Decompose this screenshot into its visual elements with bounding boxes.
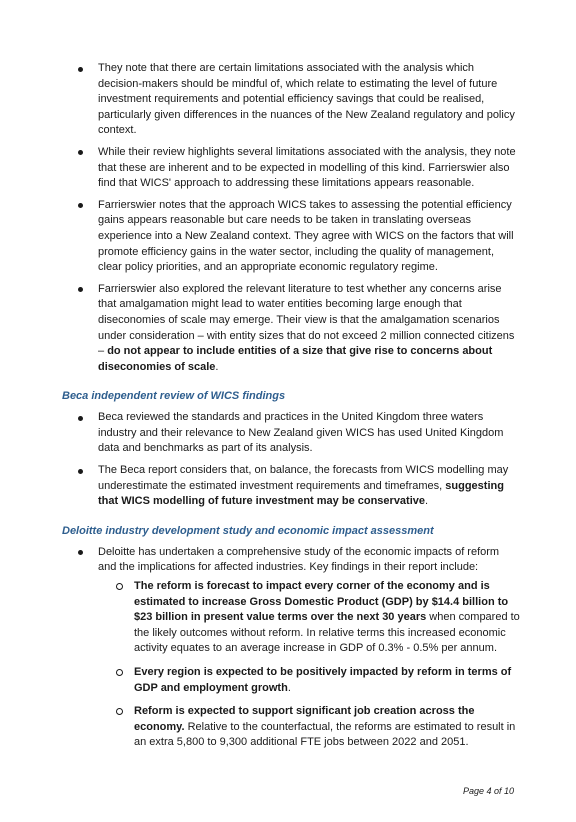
list-item: [62, 198, 520, 276]
bullet-bold-text: suggesting that WICS modelling of future investment may be conservative: [98, 479, 504, 508]
farrierswier-bullet-list: [62, 61, 520, 375]
list-item: [62, 145, 520, 192]
bullet-icon: [78, 550, 83, 555]
bullet-text: Farrierswier notes that the approach WICS takes to assessing the potential efficiency gains appears reasonable but care needs to be taken in translating overseas experience into a New Zealand context. They agree with WICS on the factors that will promote efficiency gains in the water sector, including the quality of management, clear policy priorities, and an appropriate economic regulatory regime.: [98, 198, 514, 274]
list-item: [62, 463, 520, 510]
bullet-text-end: .: [215, 360, 219, 373]
sub-text: when compared to the likely outcomes without reform. In relative terms this increased economic activity equates to an average increase in GDP of 0.3% - 0.5% per annum.: [134, 611, 520, 655]
bullet-icon: [78, 203, 83, 208]
list-item: [62, 61, 520, 139]
bullet-text-end: .: [425, 495, 429, 508]
deloitte-findings-list: [98, 579, 520, 751]
circle-bullet-icon: [116, 669, 123, 676]
bullet-bold-text: do not appear to include entities of a size that give rise to concerns about diseconomies of scale: [98, 345, 493, 373]
bullet-text: While their review highlights several limitations associated with the analysis, they note that these are inherent and to be expected in modelling of this kind. Farrierswier also find that WICS' approach to addressing these limitations appears reasonable.: [98, 145, 516, 190]
sub-list-item: [98, 704, 520, 751]
beca-bullet-list: [62, 410, 520, 510]
sub-bold-text: The reform is forecast to impact every corner of the economy and is estimated to increase Gross Domestic Product (GDP) by $14.4 billion to $23 billion in present value terms over the next 30 years: [134, 580, 509, 624]
sub-bold-text: Every region is expected to be positively impacted by reform in terms of GDP and employment growth: [134, 666, 512, 694]
circle-bullet-icon: [116, 708, 123, 715]
sub-list-item: [98, 665, 520, 696]
list-item: [62, 282, 520, 376]
sub-text: .: [287, 681, 291, 694]
sub-bold-text: Reform is expected to support significant job creation across the economy.: [134, 705, 475, 733]
sub-list-item: [98, 579, 520, 657]
bullet-text: Beca reviewed the standards and practices in the United Kingdom three waters industry and their relevance to New Zealand given WICS has used United Kingdom data and benchmarks as part of its analysis.: [98, 411, 504, 455]
bullet-text: Farrierswier also explored the relevant literature to test whether any concerns arise that amalgamation might lead to water entities becoming large enough that diseconomies of scale may emerge. Their view is that the amalgamation scenarios under consideration – with entity sizes that do not exceed 2 million connected citizens –: [98, 282, 515, 358]
bullet-icon: [78, 469, 83, 474]
deloitte-section-heading: Deloitte industry development study and economic impact assessment: [62, 524, 434, 537]
sub-text: Relative to the counterfactual, the reforms are estimated to result in an extra 5,800 to 9,300 additional FTE jobs between 2022 and 2051.: [134, 720, 516, 749]
deloitte-bullet-list: [62, 545, 520, 751]
list-item: [62, 410, 520, 457]
circle-bullet-icon: [116, 583, 123, 590]
page-number: Page 4 of 10: [462, 786, 514, 796]
bullet-text: The Beca report considers that, on balance, the forecasts from WICS modelling may underestimate the estimated investment requirements and timeframes,: [98, 464, 509, 492]
beca-section-heading: Beca independent review of WICS findings: [62, 390, 286, 403]
bullet-icon: [78, 416, 83, 421]
bullet-icon: [78, 150, 83, 155]
bullet-icon: [78, 287, 83, 292]
bullet-text: They note that there are certain limitations associated with the analysis which decision-makers should be mindful of, which relate to estimating the level of future investment requirements and potential efficiency savings that could be realised, particularly given differences in the nuances of the New Zealand regulatory and policy context.: [98, 62, 515, 137]
list-item: [62, 545, 520, 751]
page-content: [62, 61, 520, 759]
bullet-icon: [78, 67, 83, 72]
bullet-text: Deloitte has undertaken a comprehensive study of the economic impacts of reform and the implications for affected industries. Key findings in their report include:: [98, 545, 500, 574]
